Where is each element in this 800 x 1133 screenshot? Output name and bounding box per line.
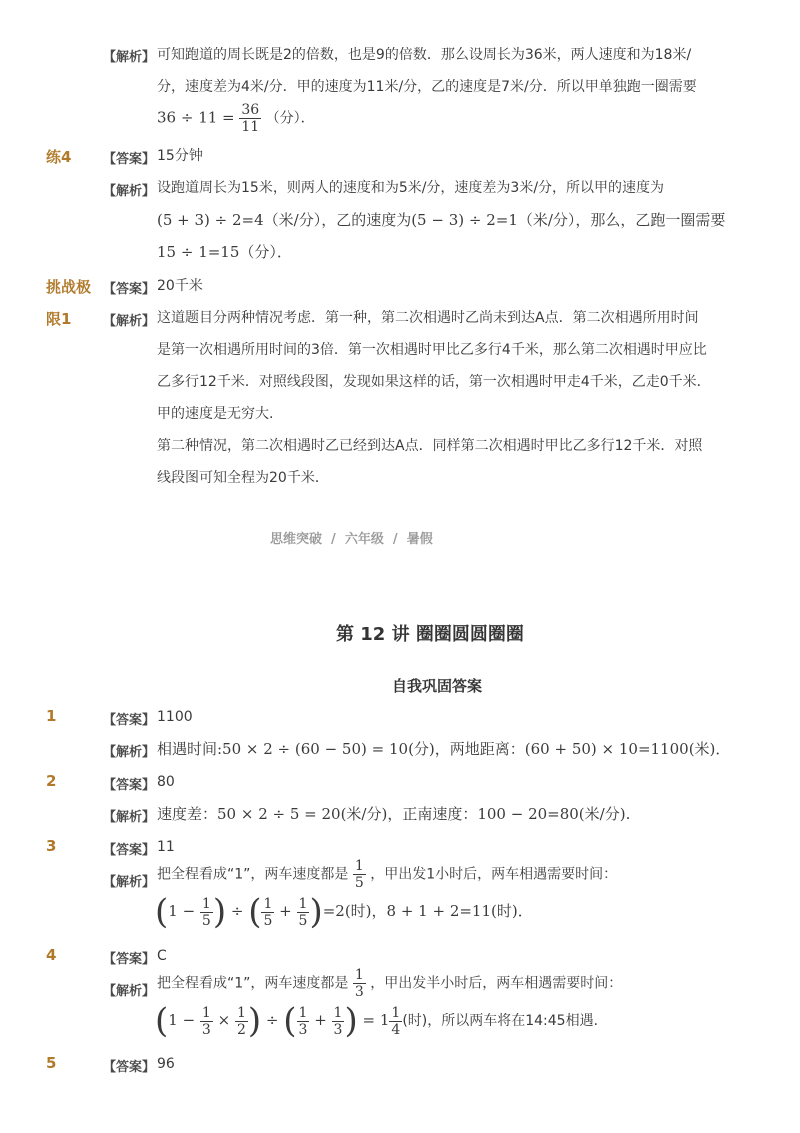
analysis-tag: 【解析】 [103,984,156,999]
formula-text: ÷ [226,902,249,920]
analysis-line [157,858,617,891]
page-footer: 思维突破 / 六年级 / 暑假 [270,532,433,547]
numerator: 1 [354,858,364,874]
mixed-whole: 1 [379,1011,390,1029]
numerator: 1 [201,1004,211,1021]
denominator: 2 [236,1021,246,1038]
analysis-tag: 【解析】 [103,810,156,825]
formula-text: (时)，所以两车将在14:45相遇． [402,1013,608,1029]
analysis-line: 是第一次相遇所用时间的3倍．第一次相遇时甲比乙多行4千米，那么第二次相遇时甲应比 [157,342,707,358]
analysis-line: 这道题目分两种情况考虑．第一种，第二次相遇时乙尚未到达A点．第二次相遇所用时间 [157,310,699,326]
answer-value: 11 [157,839,175,855]
denominator: 3 [333,1021,343,1038]
analysis-tag: 【解析】 [103,875,156,890]
analysis-line: 可知跑道的周长既是2的倍数，也是9的倍数．那么设周长为36米，两人速度和为18米/ [157,47,692,63]
denominator: 4 [391,1021,401,1038]
lecture-title: 第 12 讲 圈圈圆圆圈圈 [336,624,524,645]
answer-value: 96 [157,1056,175,1072]
analysis-line: 甲的速度是无穷大. [157,406,274,422]
analysis-text: ，甲出发半小时后，两车相遇需要时间： [370,975,623,992]
analysis-line: 相遇时间:50 × 2 ÷ (60 − 50) = 10(分)，两地距离：(60 + 50) × 10=1100(米)． [157,740,731,758]
numerator: 1 [333,1004,343,1021]
fraction [261,896,274,929]
fraction [200,1005,213,1038]
problem-number: 挑战极 [46,278,92,296]
right-paren: ) [309,892,323,932]
fraction [297,896,310,929]
numerator: 36 [241,102,260,118]
answer-tag: 【答案】 [103,713,156,728]
analysis-text: ，甲出发1小时后，两车相遇需要时间： [370,866,618,883]
fraction [389,1005,402,1038]
analysis-line [157,967,622,1000]
answer-tag: 【答案】 [103,843,156,858]
analysis-line: 乙多行12千米．对照线段图，发现如果这样的话，第一次相遇时甲走4千米，乙走0千米． [157,374,711,390]
question-number: 1 [46,707,57,725]
formula-text: = [357,1011,380,1029]
denominator: 5 [201,912,211,929]
analysis-text: 把全程看成“1”，两车速度都是 [157,975,349,992]
answer-value: C [157,948,167,964]
question-number: 2 [46,772,57,790]
question-number: 4 [46,946,57,964]
formula-unit: （分）． [265,110,315,127]
formula-text: + [274,902,297,920]
fraction [353,858,366,891]
answer-tag: 【答案】 [103,778,156,793]
answer-value: 1100 [157,709,193,725]
numerator: 1 [201,895,211,912]
question-number: 3 [46,837,57,855]
problem-number: 练4 [46,148,72,166]
numerator: 1 [391,1004,401,1021]
analysis-tag: 【解析】 [103,184,156,199]
denominator: 3 [298,1021,308,1038]
left-paren: ( [155,1001,169,1041]
analysis-tag: 【解析】 [103,745,156,760]
numerator: 1 [298,895,308,912]
denominator: 5 [263,912,273,929]
question-number: 5 [46,1054,57,1072]
analysis-tag: 【解析】 [103,50,156,65]
fraction [235,1005,248,1038]
numerator: 1 [298,1004,308,1021]
fraction [297,1005,310,1038]
answer-value: 80 [157,774,175,790]
right-paren: ) [247,1001,262,1041]
formula-text: 1 − [168,1011,200,1029]
right-paren: ) [344,1001,358,1041]
left-paren: ( [248,892,262,932]
formula-text: 1 − [168,902,200,920]
left-paren: ( [155,892,169,932]
denominator: 3 [201,1021,211,1038]
denominator: 5 [298,912,308,929]
left-paren: ( [283,1001,297,1041]
formula-text: =2(时)，8 + 1 + 2=11(时)． [322,902,533,920]
analysis-line: 设跑道周长为15米，则两人的速度和为5米/分，速度差为3米/分，所以甲的速度为 [157,180,665,196]
analysis-formula [155,892,533,932]
answer-tag: 【答案】 [103,152,156,167]
analysis-line: 15 ÷ 1=15（分）． [157,243,292,261]
fraction [332,1005,345,1038]
right-paren: ) [212,892,227,932]
numerator: 1 [354,967,364,983]
analysis-tag: 【解析】 [103,314,156,329]
formula-text: × [212,1011,235,1029]
fraction [239,102,261,135]
denominator: 3 [354,984,364,1000]
section-title: 自我巩固答案 [392,677,483,695]
denominator: 5 [354,875,364,891]
answer-value: 15分钟 [157,148,203,164]
analysis-line: (5 + 3) ÷ 2=4（米/分），乙的速度为(5 − 3) ÷ 2=1（米/分），那么，乙跑一圈需要 [157,211,726,229]
answer-tag: 【答案】 [103,282,156,297]
analysis-formula [157,102,315,135]
denominator: 11 [241,119,260,135]
fraction [353,967,366,1000]
numerator: 1 [263,895,273,912]
answer-tag: 【答案】 [103,952,156,967]
analysis-line: 分，速度差为4米/分．甲的速度为11米/分，乙的速度是7米/分．所以甲单独跑一圈需要 [157,79,697,95]
fraction [200,896,213,929]
analysis-line: 第二种情况，第二次相遇时乙已经到达A点．同样第二次相遇时甲比乙多行12千米．对照 [157,438,703,454]
analysis-text: 把全程看成“1”，两车速度都是 [157,866,349,883]
answer-value: 20千米 [157,278,203,294]
analysis-formula [155,1001,608,1041]
formula-text: + [309,1011,332,1029]
analysis-line: 速度差：50 × 2 ÷ 5 = 20(米/分)，正南速度：100 − 20=80(米/分). [157,805,631,823]
problem-number-cont: 限1 [46,310,72,328]
formula-text: 36 ÷ 11 = [157,108,240,127]
analysis-line: 线段图可知全程为20千米． [157,470,329,486]
formula-text: ÷ [261,1011,284,1029]
answer-tag: 【答案】 [103,1060,156,1075]
numerator: 1 [236,1004,246,1021]
